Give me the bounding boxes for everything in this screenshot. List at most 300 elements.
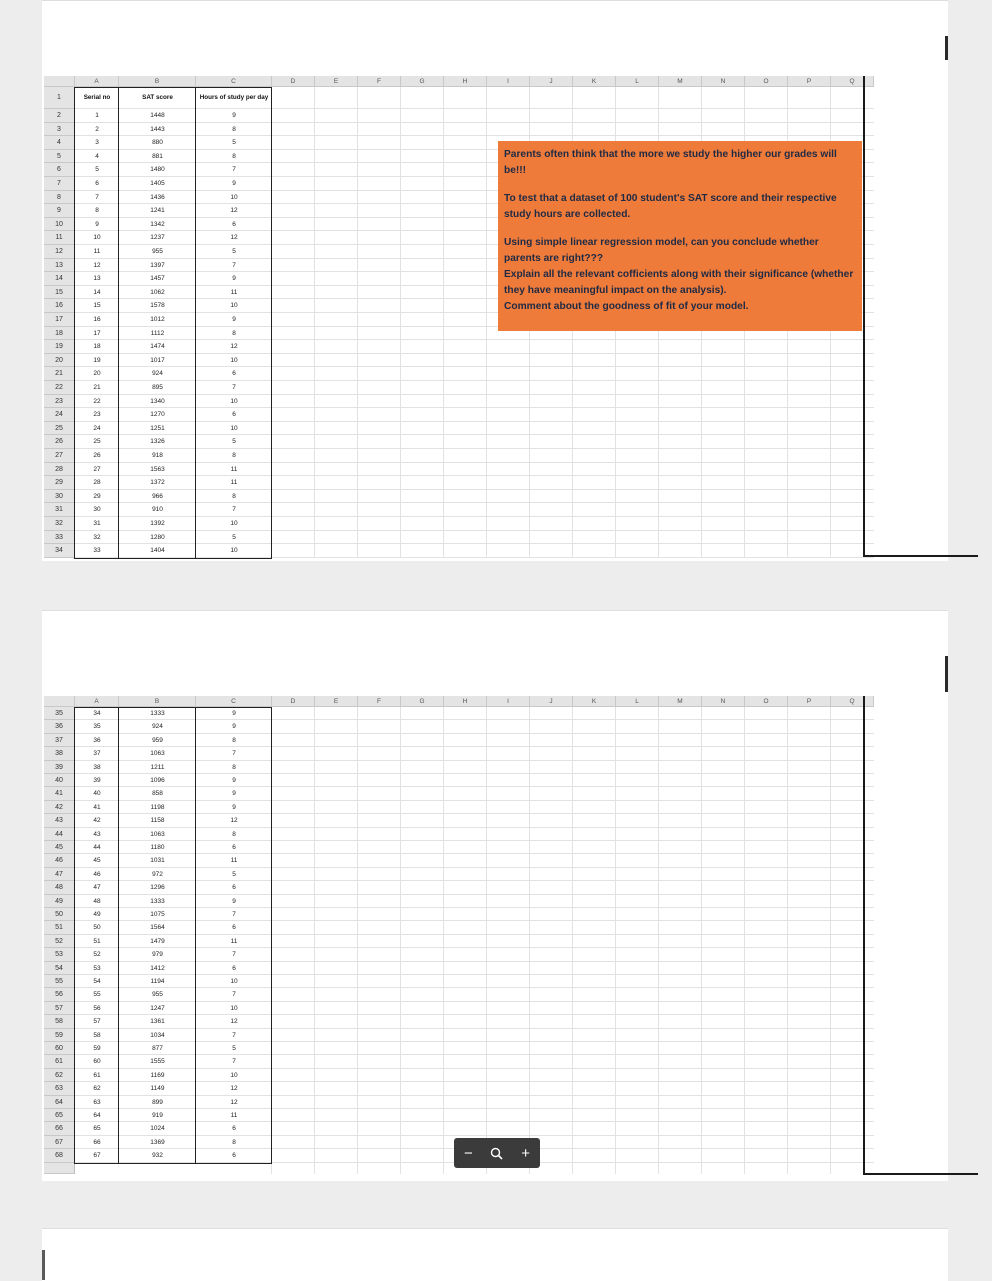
row-header[interactable]: 11 — [44, 231, 75, 245]
row-header[interactable]: 55 — [44, 975, 75, 988]
table-cell[interactable]: 12 — [230, 207, 238, 215]
table-cell[interactable]: 66 — [93, 1138, 101, 1146]
row-header[interactable]: 27 — [44, 449, 75, 463]
table-cell[interactable]: 858 — [152, 790, 163, 798]
table-cell[interactable]: 7 — [232, 261, 236, 269]
zoom-search-button[interactable] — [486, 1142, 508, 1164]
table-cell[interactable]: 30 — [93, 506, 101, 514]
table-cell[interactable]: 6 — [95, 180, 99, 187]
table-cell[interactable]: 1169 — [150, 1071, 165, 1079]
table-cell[interactable]: 1397 — [150, 261, 165, 269]
table-cell[interactable]: 45 — [93, 857, 101, 865]
table-cell[interactable]: 55 — [93, 991, 101, 999]
table-cell[interactable]: 979 — [152, 951, 163, 959]
row-header[interactable]: 49 — [44, 895, 75, 908]
row-header[interactable]: 24 — [44, 408, 75, 422]
table-cell[interactable]: 9 — [232, 275, 236, 283]
row-header[interactable]: 29 — [44, 476, 75, 490]
table-cell[interactable]: 9 — [232, 180, 236, 187]
column-title-cell[interactable]: Hours of study per day — [199, 94, 269, 101]
row-header[interactable]: 56 — [44, 988, 75, 1001]
row-header[interactable]: 4 — [44, 136, 75, 150]
column-header-e[interactable]: E — [315, 76, 358, 87]
row-header[interactable]: 41 — [44, 787, 75, 800]
table-cell[interactable]: 16 — [93, 316, 101, 323]
table-cell[interactable]: 10 — [230, 547, 238, 555]
table-cell[interactable]: 67 — [93, 1152, 101, 1160]
row-header[interactable]: 14 — [44, 272, 75, 286]
table-cell[interactable]: 8 — [232, 736, 236, 744]
row-header[interactable]: 67 — [44, 1136, 75, 1149]
table-cell[interactable]: 8 — [232, 763, 236, 771]
table-cell[interactable]: 8 — [95, 207, 99, 215]
table-cell[interactable]: 11 — [230, 479, 238, 487]
table-cell[interactable]: 6 — [232, 964, 236, 972]
column-header-p[interactable]: P — [788, 696, 831, 707]
table-cell[interactable]: 11 — [230, 288, 238, 296]
column-header-j[interactable]: J — [530, 696, 573, 707]
table-cell[interactable]: 41 — [93, 803, 101, 811]
table-cell[interactable]: 5 — [232, 438, 236, 446]
row-header[interactable]: 20 — [44, 354, 75, 368]
row-header[interactable]: 28 — [44, 463, 75, 477]
table-cell[interactable]: 23 — [93, 411, 101, 419]
column-title-cell[interactable]: Serial no — [83, 94, 111, 101]
table-cell[interactable]: 7 — [232, 951, 236, 959]
row-header[interactable]: 35 — [44, 707, 75, 720]
table-cell[interactable]: 932 — [152, 1152, 163, 1160]
table-cell[interactable]: 12 — [230, 1018, 238, 1026]
row-header[interactable]: 19 — [44, 340, 75, 354]
table-cell[interactable]: 1578 — [150, 302, 165, 310]
table-cell[interactable]: 5 — [232, 248, 236, 255]
row-header[interactable]: 22 — [44, 381, 75, 395]
row-header[interactable]: 6 — [44, 163, 75, 177]
table-cell[interactable]: 12 — [230, 1085, 238, 1093]
row-header[interactable]: 50 — [44, 908, 75, 921]
table-cell[interactable]: 6 — [232, 411, 236, 419]
table-cell[interactable]: 63 — [93, 1098, 101, 1106]
column-header-e[interactable]: E — [315, 696, 358, 707]
table-cell[interactable]: 6 — [232, 370, 236, 378]
row-header[interactable]: 52 — [44, 935, 75, 948]
column-header-q[interactable]: Q — [831, 76, 874, 87]
table-cell[interactable]: 62 — [93, 1085, 101, 1093]
column-header-a[interactable]: A — [75, 76, 119, 87]
row-header[interactable]: 45 — [44, 841, 75, 854]
table-cell[interactable]: 29 — [93, 492, 101, 500]
column-header-m[interactable]: M — [659, 76, 702, 87]
table-cell[interactable]: 27 — [93, 465, 101, 473]
row-header[interactable]: 42 — [44, 801, 75, 814]
table-cell[interactable]: 918 — [152, 452, 163, 459]
row-header[interactable]: 26 — [44, 435, 75, 449]
row-header[interactable]: 25 — [44, 422, 75, 436]
table-cell[interactable]: 48 — [93, 897, 101, 905]
table-cell[interactable]: 9 — [232, 790, 236, 798]
table-cell[interactable]: 1 — [95, 112, 99, 119]
row-header[interactable]: 59 — [44, 1029, 75, 1042]
table-cell[interactable]: 4 — [95, 152, 99, 160]
table-cell[interactable]: 955 — [152, 991, 163, 999]
table-cell[interactable]: 10 — [230, 1071, 238, 1079]
table-cell[interactable]: 26 — [93, 452, 101, 459]
row-header[interactable]: 36 — [44, 720, 75, 733]
row-header[interactable]: 51 — [44, 921, 75, 934]
table-cell[interactable]: 1017 — [150, 356, 165, 364]
table-cell[interactable]: 9 — [95, 220, 99, 228]
table-cell[interactable]: 1194 — [150, 978, 165, 985]
table-cell[interactable]: 56 — [93, 1004, 101, 1012]
table-cell[interactable]: 37 — [93, 750, 101, 758]
table-cell[interactable]: 11 — [230, 857, 238, 865]
table-cell[interactable]: 57 — [93, 1018, 101, 1026]
row-header[interactable]: 66 — [44, 1122, 75, 1135]
row-header[interactable]: 7 — [44, 177, 75, 191]
row-header[interactable]: 37 — [44, 734, 75, 747]
row-header[interactable]: 57 — [44, 1002, 75, 1015]
table-cell[interactable]: 8 — [232, 125, 236, 133]
row-header[interactable]: 53 — [44, 948, 75, 961]
table-cell[interactable]: 9 — [232, 710, 236, 717]
row-header[interactable]: 12 — [44, 245, 75, 259]
table-cell[interactable]: 924 — [152, 723, 163, 731]
row-header[interactable]: 64 — [44, 1096, 75, 1109]
column-header-j[interactable]: J — [530, 76, 573, 87]
row-header[interactable]: 8 — [44, 191, 75, 205]
table-cell[interactable]: 10 — [230, 193, 238, 201]
table-cell[interactable]: 1392 — [150, 520, 165, 527]
table-cell[interactable]: 919 — [152, 1112, 163, 1119]
table-cell[interactable]: 895 — [152, 384, 163, 391]
column-header-k[interactable]: K — [573, 76, 616, 87]
table-cell[interactable]: 61 — [93, 1071, 101, 1079]
table-cell[interactable]: 17 — [93, 329, 101, 337]
table-cell[interactable]: 7 — [232, 1058, 236, 1066]
table-cell[interactable]: 8 — [232, 152, 236, 160]
table-cell[interactable]: 38 — [93, 763, 101, 771]
table-cell[interactable]: 51 — [93, 937, 101, 945]
row-header[interactable]: 17 — [44, 313, 75, 327]
table-cell[interactable]: 1241 — [150, 207, 165, 215]
table-cell[interactable]: 7 — [95, 193, 99, 201]
table-cell[interactable]: 1480 — [150, 166, 165, 174]
table-cell[interactable]: 10 — [230, 397, 238, 405]
zoom-out-button[interactable]: − — [463, 1144, 473, 1162]
table-cell[interactable]: 9 — [232, 316, 236, 323]
zoom-in-button[interactable]: + — [521, 1144, 531, 1162]
table-cell[interactable]: 972 — [152, 870, 163, 878]
table-cell[interactable]: 1063 — [150, 750, 165, 758]
table-cell[interactable]: 12 — [93, 261, 101, 269]
table-cell[interactable]: 1448 — [150, 112, 165, 119]
table-cell[interactable]: 3 — [95, 139, 99, 147]
table-cell[interactable]: 1296 — [150, 884, 165, 892]
table-cell[interactable]: 11 — [230, 1112, 238, 1119]
table-cell[interactable]: 10 — [230, 424, 238, 432]
table-cell[interactable]: 5 — [95, 166, 99, 174]
table-cell[interactable]: 11 — [93, 248, 101, 255]
column-header-f[interactable]: F — [358, 696, 401, 707]
column-header-o[interactable]: O — [745, 696, 788, 707]
table-cell[interactable]: 2 — [95, 125, 99, 133]
table-cell[interactable]: 46 — [93, 870, 101, 878]
row-header[interactable]: 16 — [44, 299, 75, 313]
table-cell[interactable]: 35 — [93, 723, 101, 731]
table-cell[interactable]: 11 — [230, 465, 238, 473]
row-header[interactable]: 48 — [44, 881, 75, 894]
table-cell[interactable]: 955 — [152, 248, 163, 255]
table-cell[interactable]: 9 — [232, 777, 236, 784]
table-cell[interactable]: 924 — [152, 370, 163, 378]
table-cell[interactable]: 1034 — [150, 1031, 165, 1039]
row-header[interactable] — [44, 1163, 75, 1174]
table-cell[interactable]: 1012 — [150, 316, 165, 323]
table-cell[interactable]: 5 — [232, 1045, 236, 1052]
table-cell[interactable]: 1247 — [150, 1004, 165, 1012]
row-header[interactable]: 38 — [44, 747, 75, 760]
table-cell[interactable]: 1158 — [150, 817, 165, 825]
table-cell[interactable]: 1361 — [150, 1018, 165, 1026]
table-cell[interactable]: 1369 — [150, 1138, 165, 1146]
column-header-k[interactable]: K — [573, 696, 616, 707]
table-cell[interactable]: 47 — [93, 884, 101, 892]
row-header[interactable]: 13 — [44, 259, 75, 273]
row-header[interactable]: 62 — [44, 1069, 75, 1082]
table-cell[interactable]: 877 — [152, 1045, 163, 1052]
table-cell[interactable]: 1149 — [150, 1085, 165, 1093]
row-header[interactable]: 40 — [44, 774, 75, 787]
table-cell[interactable]: 7 — [232, 991, 236, 999]
column-header-n[interactable]: N — [702, 696, 745, 707]
table-cell[interactable]: 12 — [230, 343, 238, 351]
table-cell[interactable]: 42 — [93, 817, 101, 825]
table-cell[interactable]: 49 — [93, 911, 101, 918]
table-cell[interactable]: 6 — [232, 220, 236, 228]
row-header[interactable]: 39 — [44, 761, 75, 774]
table-cell[interactable]: 24 — [93, 424, 101, 432]
table-cell[interactable]: 10 — [230, 978, 238, 985]
table-cell[interactable]: 7 — [232, 750, 236, 758]
table-cell[interactable]: 32 — [93, 533, 101, 541]
row-header[interactable]: 58 — [44, 1015, 75, 1028]
table-cell[interactable]: 880 — [152, 139, 163, 147]
row-header[interactable]: 33 — [44, 531, 75, 545]
table-cell[interactable]: 7 — [232, 1031, 236, 1039]
table-cell[interactable]: 6 — [232, 924, 236, 932]
table-cell[interactable]: 52 — [93, 951, 101, 959]
table-cell[interactable]: 1333 — [150, 897, 165, 905]
table-cell[interactable]: 8 — [232, 329, 236, 337]
column-header-c[interactable]: C — [196, 76, 272, 87]
table-cell[interactable]: 1031 — [150, 857, 165, 865]
table-cell[interactable]: 10 — [230, 1004, 238, 1012]
table-cell[interactable]: 5 — [232, 139, 236, 147]
table-cell[interactable]: 1326 — [150, 438, 165, 446]
table-cell[interactable]: 59 — [93, 1045, 101, 1052]
table-cell[interactable]: 50 — [93, 924, 101, 932]
table-cell[interactable]: 966 — [152, 492, 163, 500]
table-cell[interactable]: 1198 — [150, 803, 165, 811]
table-cell[interactable]: 39 — [93, 777, 101, 784]
table-cell[interactable]: 6 — [232, 1125, 236, 1133]
table-cell[interactable]: 1564 — [150, 924, 165, 932]
table-cell[interactable]: 12 — [230, 1098, 238, 1106]
row-header[interactable]: 46 — [44, 854, 75, 867]
table-cell[interactable]: 1479 — [150, 937, 165, 945]
table-cell[interactable]: 5 — [232, 533, 236, 541]
row-header[interactable]: 60 — [44, 1042, 75, 1055]
table-cell[interactable]: 1555 — [150, 1058, 165, 1066]
row-header[interactable]: 23 — [44, 395, 75, 409]
column-header-p[interactable]: P — [788, 76, 831, 87]
table-cell[interactable]: 60 — [93, 1058, 101, 1066]
table-cell[interactable]: 1096 — [150, 777, 165, 784]
table-cell[interactable]: 25 — [93, 438, 101, 446]
table-cell[interactable]: 1270 — [150, 411, 165, 419]
table-cell[interactable]: 8 — [232, 1138, 236, 1146]
table-cell[interactable]: 22 — [93, 397, 101, 405]
table-cell[interactable]: 1412 — [150, 964, 165, 972]
table-cell[interactable]: 1443 — [150, 125, 165, 133]
row-header[interactable]: 21 — [44, 367, 75, 381]
row-header[interactable]: 65 — [44, 1109, 75, 1122]
table-cell[interactable]: 9 — [232, 112, 236, 119]
table-cell[interactable]: 881 — [152, 152, 163, 160]
table-cell[interactable]: 1563 — [150, 465, 165, 473]
table-cell[interactable]: 6 — [232, 884, 236, 892]
table-cell[interactable]: 40 — [93, 790, 101, 798]
column-header-l[interactable]: L — [616, 76, 659, 87]
row-header[interactable]: 32 — [44, 517, 75, 531]
column-header-q[interactable]: Q — [831, 696, 874, 707]
column-header-c[interactable]: C — [196, 696, 272, 707]
table-cell[interactable]: 1180 — [150, 844, 165, 851]
table-cell[interactable]: 910 — [152, 506, 163, 514]
table-cell[interactable]: 6 — [232, 844, 236, 851]
table-cell[interactable]: 12 — [230, 234, 238, 242]
table-cell[interactable]: 7 — [232, 911, 236, 918]
table-cell[interactable]: 1075 — [150, 911, 165, 918]
row-header[interactable]: 5 — [44, 150, 75, 164]
row-header[interactable]: 43 — [44, 814, 75, 827]
row-header[interactable]: 31 — [44, 503, 75, 517]
column-header-o[interactable]: O — [745, 76, 788, 87]
table-cell[interactable]: 6 — [232, 1152, 236, 1160]
table-cell[interactable]: 5 — [232, 870, 236, 878]
column-header-d[interactable]: D — [272, 76, 315, 87]
table-cell[interactable]: 54 — [93, 978, 101, 985]
column-title-cell[interactable]: SAT score — [142, 94, 173, 101]
table-cell[interactable]: 8 — [232, 492, 236, 500]
column-header-l[interactable]: L — [616, 696, 659, 707]
table-cell[interactable]: 9 — [232, 897, 236, 905]
table-cell[interactable]: 1474 — [150, 343, 165, 351]
table-cell[interactable]: 18 — [93, 343, 101, 351]
table-cell[interactable]: 899 — [152, 1098, 163, 1106]
table-cell[interactable]: 959 — [152, 736, 163, 744]
table-cell[interactable]: 44 — [93, 844, 101, 851]
row-header[interactable]: 54 — [44, 962, 75, 975]
table-cell[interactable]: 1063 — [150, 830, 165, 838]
table-cell[interactable]: 7 — [232, 166, 236, 174]
table-cell[interactable]: 14 — [93, 288, 101, 296]
row-header[interactable]: 63 — [44, 1082, 75, 1095]
table-cell[interactable]: 28 — [93, 479, 101, 487]
row-header[interactable]: 15 — [44, 286, 75, 300]
table-cell[interactable]: 9 — [232, 803, 236, 811]
row-header[interactable]: 44 — [44, 828, 75, 841]
row-header[interactable]: 1 — [44, 87, 75, 109]
table-cell[interactable]: 31 — [93, 520, 101, 527]
row-header[interactable]: 68 — [44, 1149, 75, 1162]
table-cell[interactable]: 10 — [230, 520, 238, 527]
table-cell[interactable]: 10 — [230, 356, 238, 364]
table-cell[interactable]: 33 — [93, 547, 101, 555]
row-header[interactable]: 2 — [44, 109, 75, 123]
table-cell[interactable]: 1112 — [150, 329, 165, 337]
select-all-corner[interactable] — [44, 696, 75, 707]
table-cell[interactable]: 53 — [93, 964, 101, 972]
column-header-d[interactable]: D — [272, 696, 315, 707]
column-header-b[interactable]: B — [119, 76, 196, 87]
column-header-b[interactable]: B — [119, 696, 196, 707]
row-header[interactable]: 30 — [44, 490, 75, 504]
column-header-h[interactable]: H — [444, 76, 487, 87]
column-header-g[interactable]: G — [401, 76, 444, 87]
table-cell[interactable]: 58 — [93, 1031, 101, 1039]
table-cell[interactable]: 36 — [93, 736, 101, 744]
row-header[interactable]: 3 — [44, 123, 75, 137]
table-cell[interactable]: 7 — [232, 506, 236, 514]
column-header-i[interactable]: I — [487, 76, 530, 87]
table-cell[interactable]: 1062 — [150, 288, 165, 296]
table-cell[interactable]: 65 — [93, 1125, 101, 1133]
table-cell[interactable]: 1404 — [150, 547, 165, 555]
column-header-h[interactable]: H — [444, 696, 487, 707]
row-header[interactable]: 10 — [44, 218, 75, 232]
row-header[interactable]: 47 — [44, 868, 75, 881]
column-header-f[interactable]: F — [358, 76, 401, 87]
table-cell[interactable]: 1372 — [150, 479, 165, 487]
select-all-corner[interactable] — [44, 76, 75, 87]
table-cell[interactable]: 1251 — [150, 424, 165, 432]
table-cell[interactable]: 7 — [232, 384, 236, 391]
table-cell[interactable]: 1211 — [150, 763, 165, 771]
row-header[interactable]: 18 — [44, 327, 75, 341]
row-header[interactable]: 61 — [44, 1055, 75, 1068]
table-cell[interactable]: 1405 — [150, 180, 165, 187]
table-cell[interactable]: 9 — [232, 723, 236, 731]
column-header-m[interactable]: M — [659, 696, 702, 707]
table-cell[interactable]: 43 — [93, 830, 101, 838]
table-cell[interactable]: 1024 — [150, 1125, 165, 1133]
table-cell[interactable]: 1280 — [150, 533, 165, 541]
row-header[interactable]: 9 — [44, 204, 75, 218]
table-cell[interactable]: 64 — [93, 1112, 101, 1119]
table-cell[interactable]: 10 — [230, 302, 238, 310]
table-cell[interactable]: 15 — [93, 302, 101, 310]
column-header-i[interactable]: I — [487, 696, 530, 707]
table-cell[interactable]: 8 — [232, 452, 236, 459]
table-cell[interactable]: 34 — [93, 710, 101, 717]
table-cell[interactable]: 1342 — [150, 220, 165, 228]
row-header[interactable]: 34 — [44, 544, 75, 558]
table-cell[interactable]: 1457 — [150, 275, 165, 283]
table-cell[interactable]: 20 — [93, 370, 101, 378]
table-cell[interactable]: 1340 — [150, 397, 165, 405]
table-cell[interactable]: 19 — [93, 356, 101, 364]
